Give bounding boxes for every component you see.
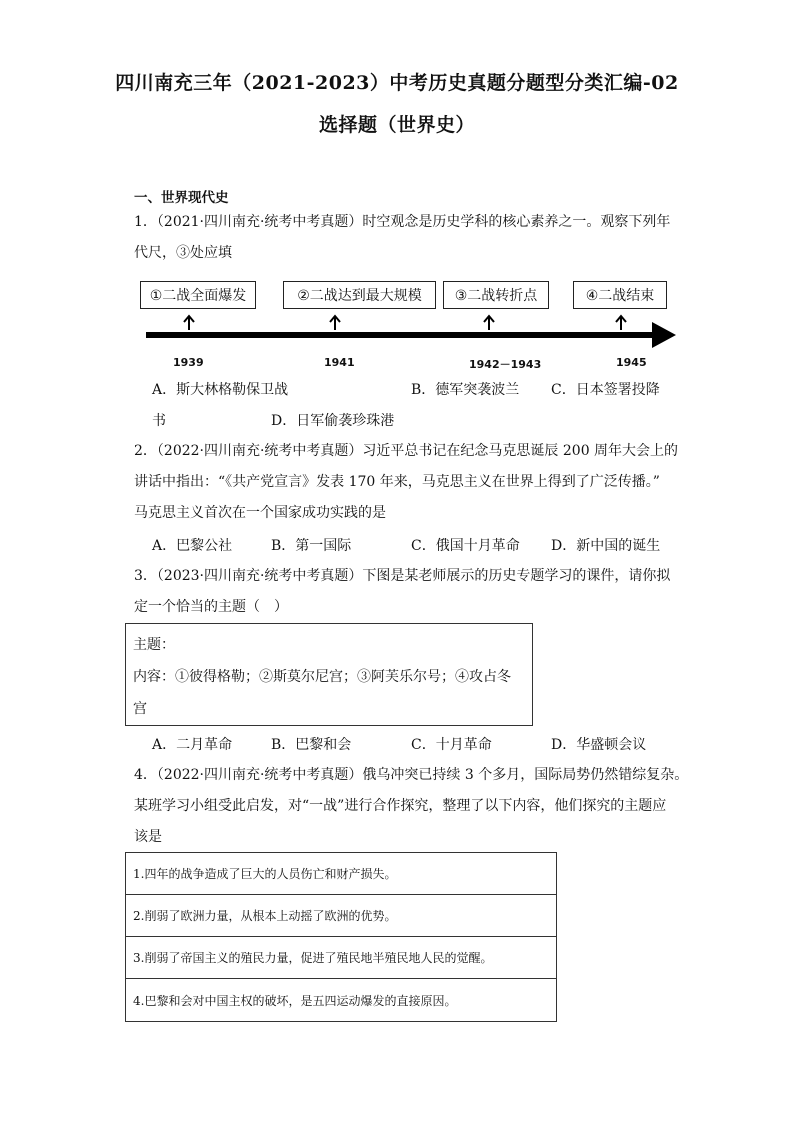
timeline-box-4: ④二战结束 xyxy=(573,281,667,309)
timeline-box-3: ③二战转折点 xyxy=(443,281,549,309)
q2-stem-line-1: 2．（2022·四川南充·统考中考真题）习近平总书记在纪念马克思诞辰 200 周年大会上的 xyxy=(134,443,679,459)
q3-option-a[interactable]: A．二月革命 xyxy=(152,737,233,753)
q1-stem-line-1: 1．（2021·四川南充·统考中考真题）时空观念是历史学科的核心素养之一。观察下列年 xyxy=(134,214,671,230)
q2-option-d[interactable]: D．新中国的诞生 xyxy=(551,538,661,554)
table-row: 1.四年的战争造成了巨大的人员伤亡和财产损失。 xyxy=(126,853,556,895)
q3-option-d[interactable]: D．华盛顿会议 xyxy=(551,737,647,753)
q3-stem-line-1: 3．（2023·四川南充·统考中考真题）下图是某老师展示的历史专题学习的课件，请你拟 xyxy=(134,568,671,584)
table-row: 2.削弱了欧洲力量，从根本上动摇了欧洲的优势。 xyxy=(126,895,556,937)
timeline-year-4: 1945 xyxy=(616,356,647,369)
section-heading: 一、世界现代史 xyxy=(134,190,229,206)
q1-option-d[interactable]: D．日军偷袭珍珠港 xyxy=(271,413,395,429)
q4-stem-line-3: 该是 xyxy=(134,829,162,845)
table-row: 3.削弱了帝国主义的殖民力量，促进了殖民地半殖民地人民的觉醒。 xyxy=(126,937,556,979)
q3-option-b[interactable]: B．巴黎和会 xyxy=(271,737,352,753)
q1-stem-line-2: 代尺，③处应填 xyxy=(134,245,232,261)
timeline-box-1: ①二战全面爆发 xyxy=(140,281,256,309)
q1-option-b[interactable]: B．德军突袭波兰 xyxy=(411,382,520,398)
timeline-arrowhead xyxy=(652,322,676,348)
q4-stem-line-2: 某班学习小组受此启发，对“一战”进行合作探究，整理了以下内容，他们探究的主题应 xyxy=(134,798,667,814)
q2-option-a[interactable]: A．巴黎公社 xyxy=(152,538,233,554)
q2-option-b[interactable]: B．第一国际 xyxy=(271,538,352,554)
q3-content-line-2: 宫 xyxy=(133,701,147,717)
q4-stem-line-1: 4．（2022·四川南充·统考中考真题）俄乌冲突已持续 3 个多月，国际局势仍然错综复杂。 xyxy=(134,767,689,783)
q3-stem-line-2: 定一个恰当的主题（ ） xyxy=(134,599,288,615)
q3-option-c[interactable]: C．十月革命 xyxy=(411,737,492,753)
q1-option-c-continued: 书 xyxy=(152,413,166,429)
q3-topic-box xyxy=(125,623,533,726)
timeline-year-1: 1939 xyxy=(173,356,204,369)
timeline-box-2: ②二战达到最大规模 xyxy=(283,281,436,309)
q2-option-c[interactable]: C．俄国十月革命 xyxy=(411,538,520,554)
q1-option-c[interactable]: C．日本签署投降 xyxy=(551,382,660,398)
document-title-line-1: 四川南充三年（2021-2023）中考历史真题分题型分类汇编-02 xyxy=(115,72,679,94)
document-title-line-2: 选择题（世界史） xyxy=(318,114,475,136)
q2-stem-line-2: 讲话中指出：“《共产党宣言》发表 170 年来，马克思主义在世界上得到了广泛传播。” xyxy=(134,474,660,490)
table-row: 4.巴黎和会对中国主权的破坏，是五四运动爆发的直接原因。 xyxy=(133,993,457,1008)
q1-option-a[interactable]: A．斯大林格勒保卫战 xyxy=(152,382,289,398)
q3-content-line-1: 内容：①彼得格勒；②斯莫尔尼宫；③阿芙乐尔号；④攻占冬 xyxy=(133,669,511,685)
q2-stem-line-3: 马克思主义首次在一个国家成功实践的是 xyxy=(134,505,386,521)
timeline-axis xyxy=(0,0,794,400)
timeline-year-2: 1941 xyxy=(324,356,355,369)
timeline-year-3: 1942－1943 xyxy=(469,358,542,371)
q3-topic-label: 主题： xyxy=(133,637,175,653)
q4-content-table xyxy=(125,852,557,1022)
